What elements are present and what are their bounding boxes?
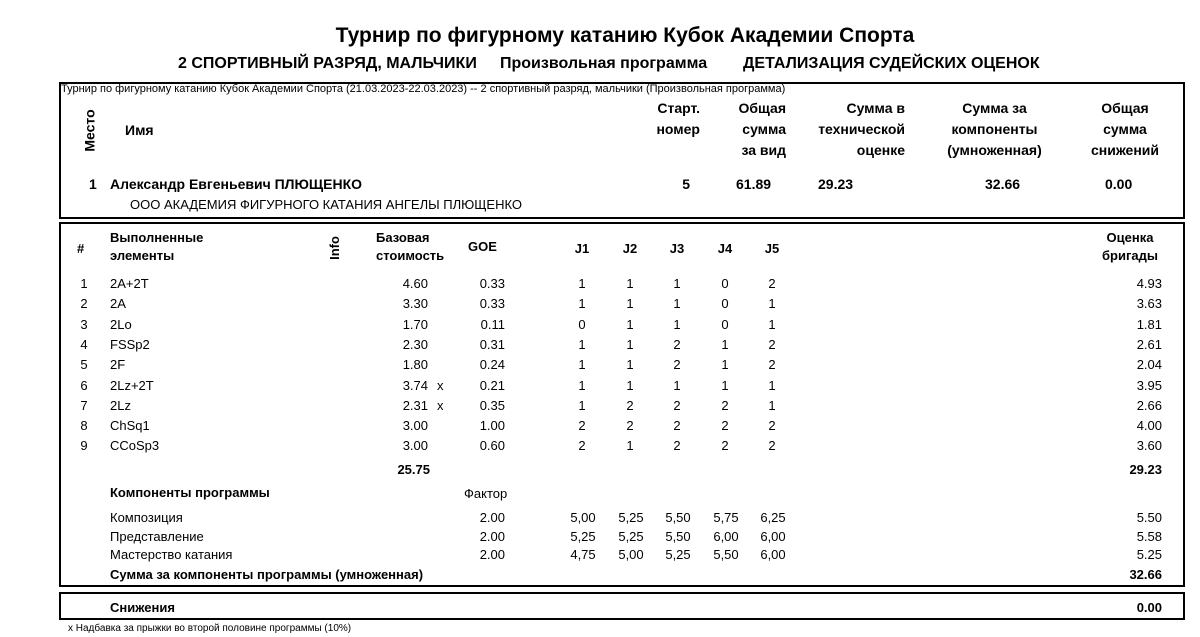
element-judge-2-score: 1 — [626, 296, 634, 312]
element-panel-score: 2.61 — [1136, 336, 1162, 352]
element-base-value: 3.00 — [402, 418, 428, 434]
tes-header: Сумма в технической оценке — [818, 100, 905, 158]
element-judge-5-score: 1 — [768, 377, 776, 393]
element-judge-5-score: 2 — [768, 357, 776, 373]
component-judge-1-score: 4,75 — [570, 547, 596, 562]
component-factor: 2.00 — [479, 528, 505, 544]
element-number-header: # — [77, 241, 85, 256]
judge-1-header: J1 — [574, 241, 590, 256]
element-judge-4-score: 2 — [721, 418, 729, 434]
deductions-box — [59, 592, 1185, 620]
element-judge-5-score: 2 — [768, 336, 776, 352]
footnote: x Надбавка за прыжки во второй половине программы (10%) — [68, 623, 352, 634]
element-judge-4-score: 2 — [721, 397, 729, 413]
element-judge-2-score: 1 — [626, 336, 634, 352]
element-judge-2-score: 2 — [626, 418, 634, 434]
judge-2-header: J2 — [622, 241, 638, 256]
element-judge-2-score: 1 — [626, 316, 634, 332]
element-code: 2A+2T — [110, 276, 149, 291]
skater-place: 1 — [89, 176, 97, 192]
component-panel-score: 5.58 — [1136, 528, 1162, 544]
component-judge-4-score: 6,00 — [713, 528, 739, 544]
element-judge-2-score: 1 — [626, 357, 634, 373]
component-panel-score: 5.50 — [1136, 510, 1162, 525]
page-title: Турнир по фигурному катанию Кубок Академии Спорта — [335, 24, 915, 47]
component-judge-5-score: 6,25 — [760, 510, 786, 525]
element-code: 2Lo — [110, 316, 132, 332]
skater-tes: 29.23 — [818, 176, 854, 192]
deductions-header: Общая сумма снижений — [1090, 100, 1160, 158]
component-judge-4-score: 5,75 — [713, 510, 739, 525]
element-number: 9 — [80, 438, 88, 454]
element-base-value: 3.30 — [402, 296, 428, 312]
element-number: 5 — [80, 357, 88, 373]
element-judge-3-score: 2 — [673, 397, 681, 413]
component-judge-3-score: 5,50 — [665, 528, 691, 544]
element-panel-score: 3.63 — [1136, 296, 1162, 312]
element-code: CCoSp3 — [110, 438, 160, 454]
components-title: Компоненты программы — [110, 485, 270, 500]
component-panel-score: 5.25 — [1136, 547, 1162, 562]
element-judge-3-score: 1 — [673, 296, 681, 312]
component-judge-1-score: 5,00 — [570, 510, 596, 525]
element-judge-4-score: 0 — [721, 276, 729, 291]
element-judge-5-score: 2 — [768, 276, 776, 291]
element-judge-2-score: 1 — [626, 377, 634, 393]
component-name: Мастерство катания — [110, 547, 233, 562]
judge-3-header: J3 — [669, 241, 685, 256]
element-judge-2-score: 2 — [626, 397, 634, 413]
component-judge-5-score: 6,00 — [760, 547, 786, 562]
element-judge-1-score: 1 — [578, 276, 586, 291]
element-goe: 0.33 — [479, 276, 505, 291]
element-judge-4-score: 0 — [721, 296, 729, 312]
element-judge-4-score: 1 — [721, 377, 729, 393]
element-judge-1-score: 1 — [578, 397, 586, 413]
component-judge-2-score: 5,25 — [618, 528, 644, 544]
component-judge-3-score: 5,25 — [665, 547, 691, 562]
element-panel-score: 4.93 — [1136, 276, 1162, 291]
element-number: 6 — [80, 377, 88, 393]
element-code: 2Lz+2T — [110, 377, 154, 393]
elements-total-base: 25.75 — [397, 462, 430, 477]
element-panel-score: 3.60 — [1136, 438, 1162, 454]
element-goe: 0.21 — [479, 377, 505, 393]
skater-club: ООО АКАДЕМИЯ ФИГУРНОГО КАТАНИЯ АНГЕЛЫ ПЛЮЩЕНКО — [130, 197, 523, 212]
element-judge-5-score: 1 — [768, 397, 776, 413]
element-number: 3 — [80, 316, 88, 332]
element-bonus-mark: x — [437, 397, 444, 413]
component-factor: 2.00 — [479, 547, 505, 562]
element-goe: 0.24 — [479, 357, 505, 373]
element-judge-1-score: 1 — [578, 357, 586, 373]
element-code: 2F — [110, 357, 126, 373]
total-score-header: Общая сумма за вид — [738, 100, 786, 158]
element-panel-score: 1.81 — [1136, 316, 1162, 332]
element-goe: 0.11 — [480, 316, 505, 332]
element-base-value: 2.30 — [402, 336, 428, 352]
element-base-value: 3.00 — [402, 438, 428, 454]
element-base-value: 1.70 — [402, 316, 428, 332]
skater-total-score: 61.89 — [736, 176, 772, 192]
component-judge-4-score: 5,50 — [713, 547, 739, 562]
component-factor: 2.00 — [479, 510, 505, 525]
element-base-value: 1.80 — [402, 357, 428, 373]
element-judge-1-score: 0 — [578, 316, 586, 332]
element-panel-score: 2.04 — [1136, 357, 1162, 373]
element-judge-3-score: 1 — [673, 276, 681, 291]
element-goe: 0.31 — [479, 336, 505, 352]
judge-4-header: J4 — [717, 241, 733, 256]
goe-header: GOE — [468, 239, 497, 254]
deductions-label: Снижения — [110, 600, 175, 615]
pcs-header: Сумма за компоненты (умноженная) — [947, 100, 1042, 158]
component-judge-3-score: 5,50 — [665, 510, 691, 525]
base-value-header: Базовая стоимость — [376, 230, 445, 263]
place-header: Место — [81, 109, 98, 152]
element-judge-5-score: 2 — [768, 438, 776, 454]
element-judge-3-score: 2 — [673, 336, 681, 352]
deductions-value: 0.00 — [1136, 600, 1162, 615]
element-judge-1-score: 1 — [578, 336, 586, 352]
element-name-header: Выполненные элементы — [110, 230, 204, 263]
info-header: Info — [327, 236, 342, 260]
element-goe: 0.60 — [479, 438, 505, 454]
element-judge-3-score: 1 — [673, 316, 681, 332]
element-number: 1 — [80, 276, 88, 291]
element-bonus-mark: x — [437, 377, 444, 393]
components-sum-value: 32.66 — [1129, 567, 1162, 582]
element-judge-5-score: 1 — [768, 316, 776, 332]
element-judge-4-score: 2 — [721, 438, 729, 454]
component-name: Композиция — [110, 510, 183, 525]
element-judge-4-score: 0 — [721, 316, 729, 332]
element-base-value: 3.74 — [402, 377, 428, 393]
element-code: 2Lz — [110, 397, 131, 413]
component-name: Представление — [110, 528, 204, 544]
element-number: 7 — [80, 397, 88, 413]
element-goe: 0.35 — [479, 397, 505, 413]
component-judge-1-score: 5,25 — [570, 528, 596, 544]
element-base-value: 2.31 — [402, 397, 428, 413]
element-judge-1-score: 1 — [578, 296, 586, 312]
skater-start-number: 5 — [682, 176, 690, 192]
panel-score-header: Оценка бригады — [1102, 230, 1158, 263]
report-title: ДЕТАЛИЗАЦИЯ СУДЕЙСКИХ ОЦЕНОК — [743, 55, 1040, 72]
element-goe: 0.33 — [479, 296, 505, 312]
component-judge-5-score: 6,00 — [760, 528, 786, 544]
element-judge-3-score: 2 — [673, 357, 681, 373]
element-judge-5-score: 2 — [768, 418, 776, 434]
element-judge-3-score: 1 — [673, 377, 681, 393]
element-judge-2-score: 1 — [626, 438, 634, 454]
element-number: 2 — [80, 296, 88, 312]
element-judge-4-score: 1 — [721, 357, 729, 373]
element-code: FSSp2 — [110, 336, 150, 352]
element-judge-1-score: 2 — [578, 418, 586, 434]
judge-5-header: J5 — [764, 241, 780, 256]
program-title: Произвольная программа — [500, 55, 708, 72]
factor-header: Фактор — [464, 486, 508, 501]
element-number: 4 — [80, 336, 88, 352]
element-judge-3-score: 2 — [673, 438, 681, 454]
element-code: 2A — [110, 296, 126, 312]
component-judge-2-score: 5,00 — [618, 547, 644, 562]
element-panel-score: 2.66 — [1136, 397, 1162, 413]
element-panel-score: 3.95 — [1136, 377, 1162, 393]
name-header: Имя — [125, 122, 154, 138]
category-title: 2 СПОРТИВНЫЙ РАЗРЯД, МАЛЬЧИКИ — [178, 55, 477, 72]
element-judge-1-score: 2 — [578, 438, 586, 454]
element-judge-5-score: 1 — [768, 296, 776, 312]
start-number-header: Старт. номер — [656, 100, 700, 137]
element-number: 8 — [80, 418, 88, 434]
elements-total-score: 29.23 — [1129, 462, 1162, 477]
element-goe: 1.00 — [479, 418, 505, 434]
components-sum-label: Сумма за компоненты программы (умноженная) — [110, 567, 424, 582]
element-code: ChSq1 — [110, 418, 150, 434]
element-base-value: 4.60 — [402, 276, 428, 291]
element-judge-1-score: 1 — [578, 377, 586, 393]
skater-name: Александр Евгеньевич ПЛЮЩЕНКО — [110, 176, 363, 192]
element-judge-2-score: 1 — [626, 276, 634, 291]
competition-info-line: Турнир по фигурному катанию Кубок Академии Спорта (21.03.2023-22.03.2023) -- 2 спортивный разряд, мальчики (Произвольная программа) — [61, 83, 786, 95]
skater-deductions: 0.00 — [1105, 176, 1133, 192]
component-judge-2-score: 5,25 — [618, 510, 644, 525]
element-judge-3-score: 2 — [673, 418, 681, 434]
element-panel-score: 4.00 — [1136, 418, 1162, 434]
element-judge-4-score: 1 — [721, 336, 729, 352]
skater-pcs: 32.66 — [985, 176, 1021, 192]
